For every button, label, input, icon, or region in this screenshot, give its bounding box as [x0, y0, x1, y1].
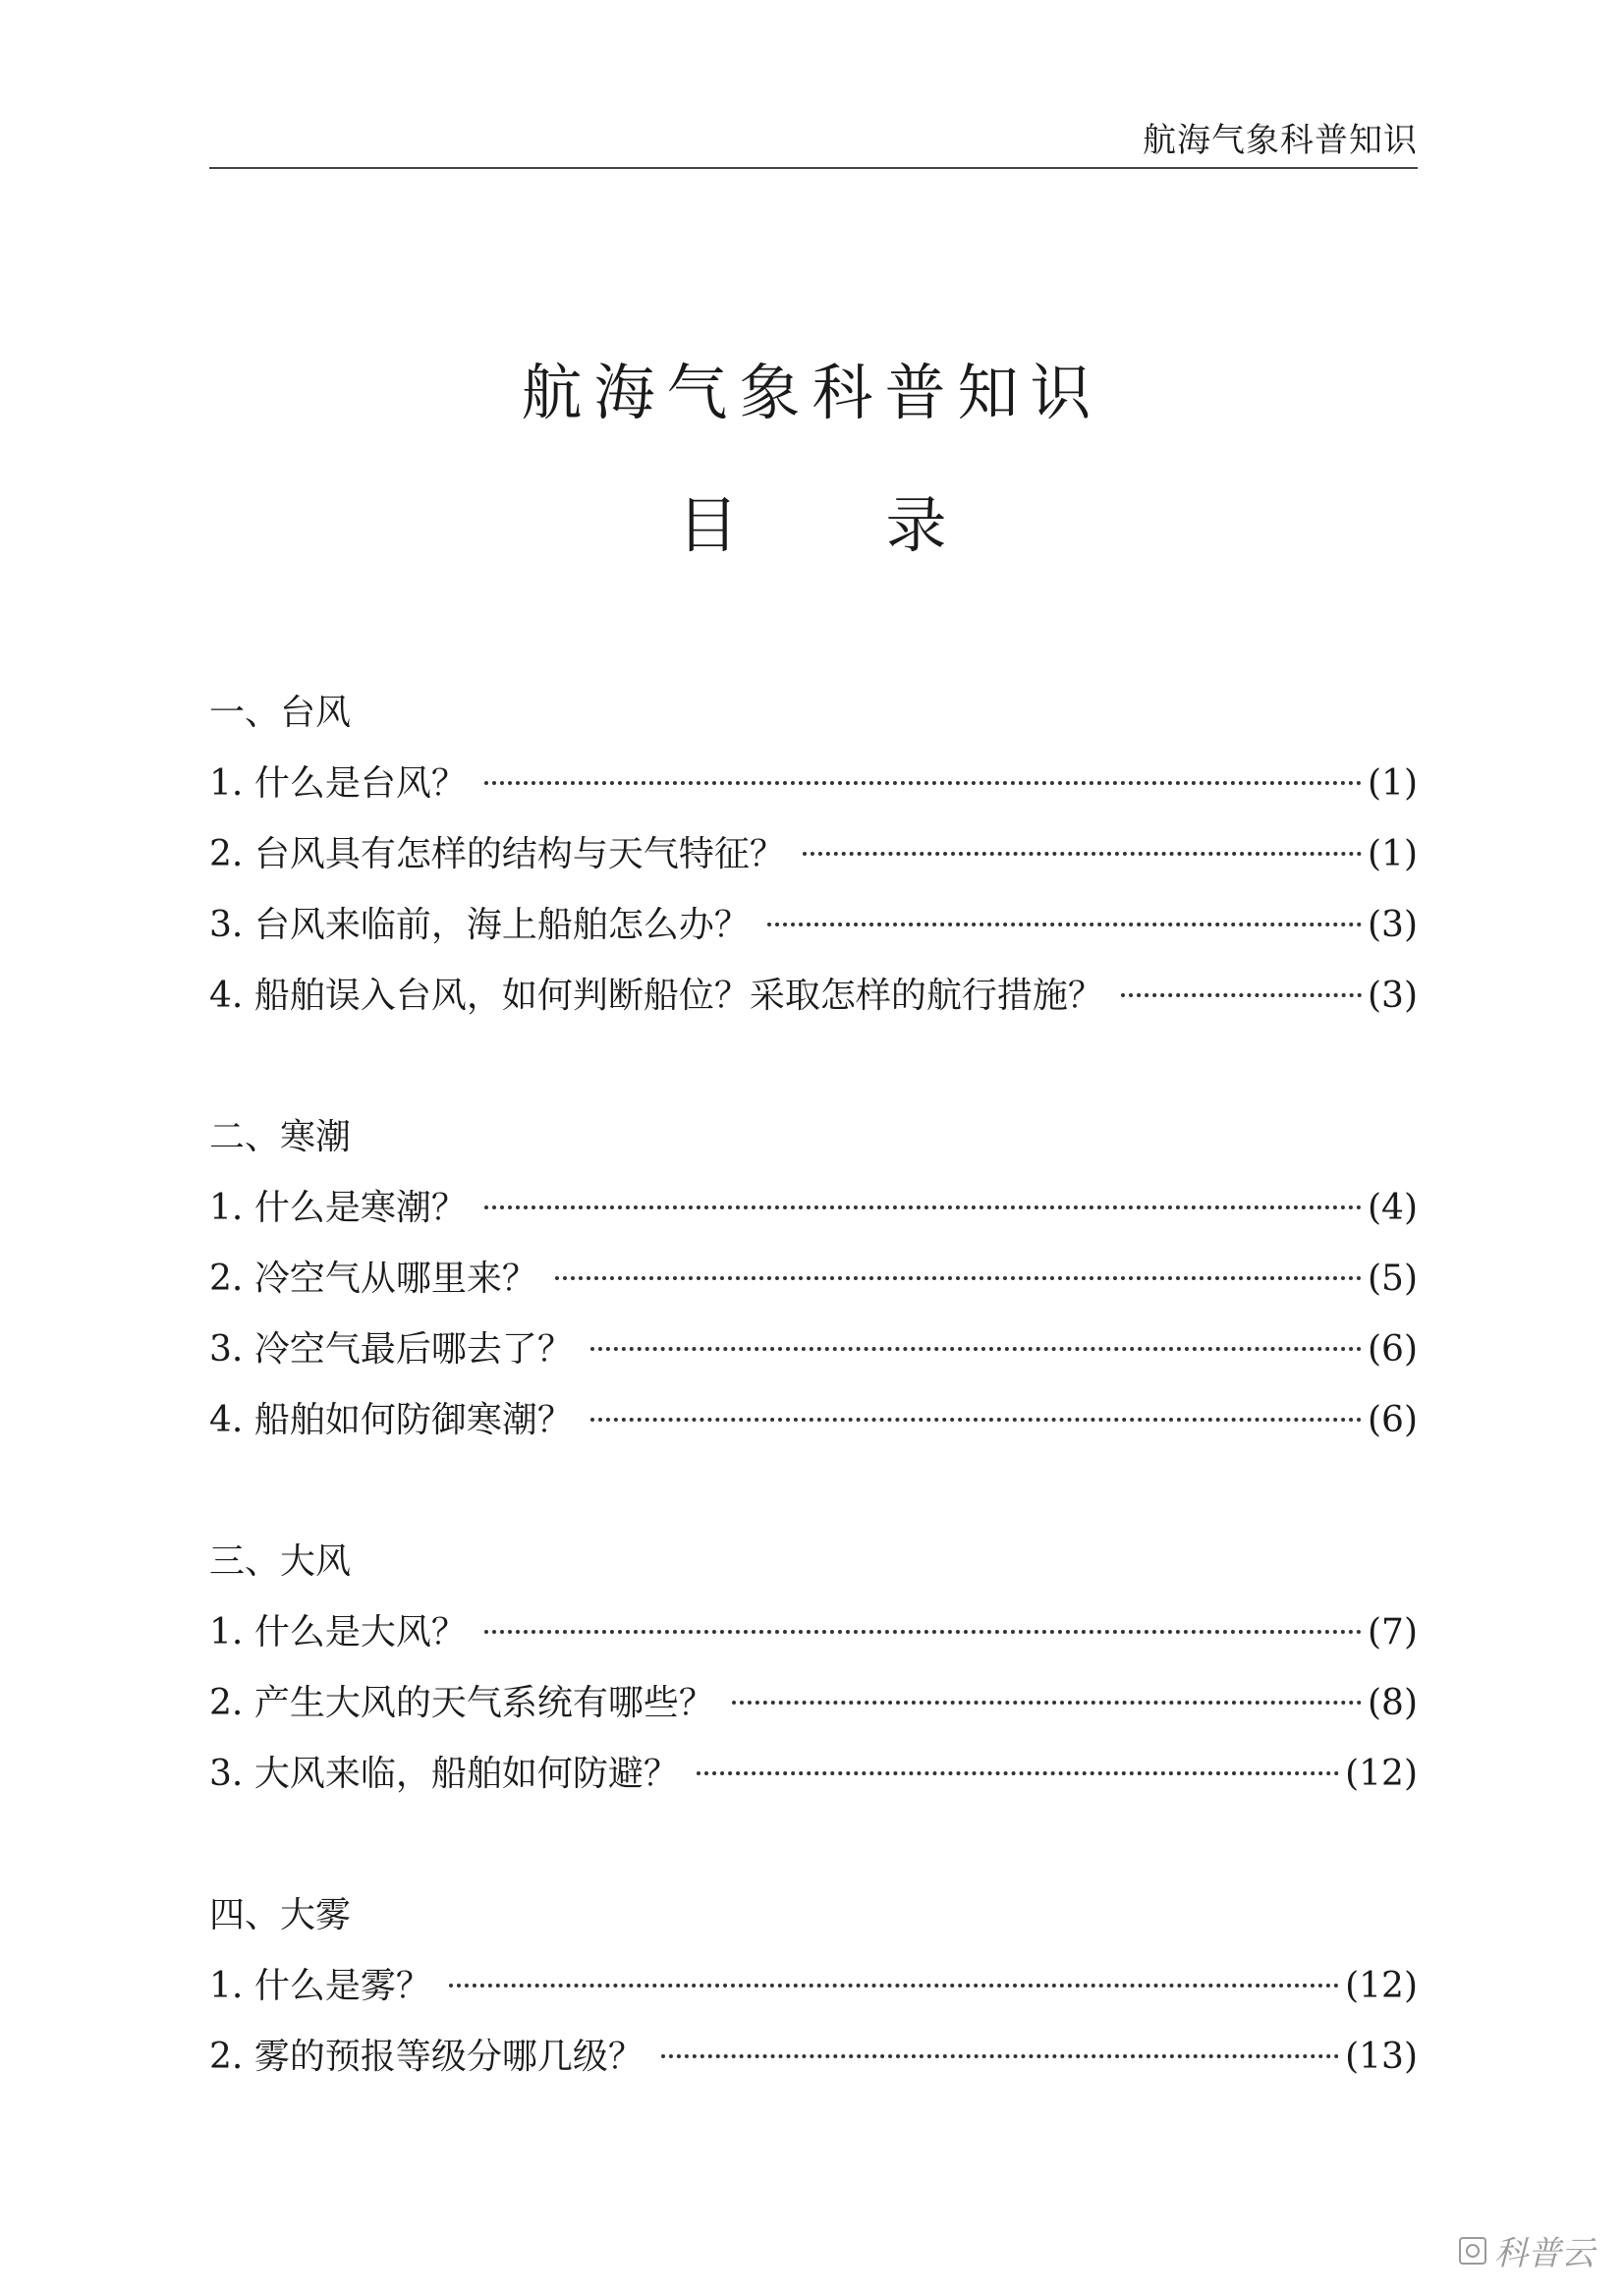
toc-section-gale — [209, 1527, 1418, 1810]
toc-section-cold-wave — [209, 1102, 1418, 1456]
dot-leader — [484, 1205, 1362, 1209]
toc-section-typhoon — [209, 678, 1418, 1032]
entry-number: 2. — [209, 834, 244, 874]
entry-text: 船舶如何防御寒潮？ — [253, 1400, 573, 1440]
entry-text: 什么是雾？ — [253, 1966, 431, 2006]
entry-text: 产生大风的天气系统有哪些？ — [253, 1683, 714, 1723]
entry-page: (12) — [1345, 1966, 1418, 2006]
entry-number: 4. — [209, 1400, 244, 1440]
dot-leader — [661, 2054, 1339, 2058]
running-header: 航海气象科普知识 — [1143, 121, 1418, 160]
entry-number: 2. — [209, 2037, 244, 2077]
dot-leader — [767, 923, 1362, 926]
dot-leader — [590, 1347, 1362, 1351]
toc-section-fog — [209, 1880, 1418, 2093]
entry-page: (1) — [1368, 834, 1418, 874]
kepuyun-logo-icon — [1459, 2237, 1486, 2265]
entry-number: 1. — [209, 1188, 244, 1228]
toc-entry[interactable] — [209, 1385, 1418, 1456]
dot-leader — [590, 1418, 1362, 1422]
entry-text: 什么是大风？ — [253, 1612, 467, 1652]
dot-leader — [732, 1701, 1362, 1705]
entry-number: 3. — [209, 1329, 244, 1370]
dot-leader — [697, 1771, 1339, 1775]
entry-page: (7) — [1368, 1612, 1418, 1652]
toc-entry[interactable] — [209, 1739, 1418, 1810]
entry-page: (1) — [1368, 763, 1418, 804]
entry-number: 1. — [209, 1612, 244, 1652]
section-title: 一、台风 — [209, 693, 352, 733]
entry-text: 雾的预报等级分哪几级？ — [253, 2037, 644, 2077]
toc-entry[interactable] — [209, 1173, 1418, 1244]
entry-page: (6) — [1368, 1400, 1418, 1440]
header-rule — [209, 167, 1418, 169]
entry-page: (3) — [1368, 905, 1418, 945]
toc-entry[interactable] — [209, 1668, 1418, 1739]
document-title: 航海气象科普知识 — [521, 357, 1103, 428]
entry-text: 什么是台风？ — [253, 763, 467, 804]
toc-entry[interactable] — [209, 961, 1418, 1032]
entry-page: (4) — [1368, 1188, 1418, 1228]
toc-entry[interactable] — [209, 1597, 1418, 1668]
entry-number: 4. — [209, 976, 244, 1016]
entry-number: 2. — [209, 1683, 244, 1723]
entry-text: 大风来临，船舶如何防避？ — [253, 1754, 679, 1794]
dot-leader — [1121, 993, 1362, 997]
entry-text: 船舶误入台风，如何判断船位？采取怎样的航行措施？ — [253, 976, 1103, 1016]
entry-text: 台风具有怎样的结构与天气特征？ — [253, 834, 785, 874]
entry-text: 冷空气最后哪去了？ — [253, 1329, 573, 1370]
entry-number: 2. — [209, 1259, 244, 1299]
entry-page: (12) — [1345, 1754, 1418, 1794]
entry-text: 冷空气从哪里来？ — [253, 1259, 537, 1299]
watermark — [1459, 2226, 1595, 2274]
section-title: 二、寒潮 — [209, 1117, 352, 1157]
toc-entry[interactable] — [209, 1244, 1418, 1315]
entry-number: 1. — [209, 1966, 244, 2006]
entry-page: (3) — [1368, 976, 1418, 1016]
entry-page: (8) — [1368, 1683, 1418, 1723]
toc-heading: 目录 — [677, 489, 1094, 561]
dot-leader — [484, 1630, 1362, 1634]
entry-page: (6) — [1368, 1329, 1418, 1370]
toc-entry[interactable] — [209, 1315, 1418, 1385]
entry-page: (5) — [1368, 1259, 1418, 1299]
table-of-contents — [209, 678, 1418, 2163]
toc-entry[interactable] — [209, 890, 1418, 961]
entry-number: 1. — [209, 763, 244, 804]
entry-number: 3. — [209, 905, 244, 945]
entry-number: 3. — [209, 1754, 244, 1794]
toc-entry[interactable] — [209, 749, 1418, 819]
dot-leader — [803, 852, 1362, 856]
toc-entry[interactable] — [209, 2022, 1418, 2093]
section-title: 四、大雾 — [209, 1895, 352, 1935]
dot-leader — [484, 781, 1362, 785]
toc-entry[interactable] — [209, 1951, 1418, 2022]
entry-page: (13) — [1345, 2037, 1418, 2077]
watermark-text: 科普云 — [1494, 2234, 1595, 2273]
entry-text: 什么是寒潮？ — [253, 1188, 467, 1228]
dot-leader — [555, 1276, 1362, 1280]
dot-leader — [449, 1984, 1339, 1988]
section-title: 三、大风 — [209, 1541, 352, 1582]
entry-text: 台风来临前，海上船舶怎么办？ — [253, 905, 750, 945]
toc-entry[interactable] — [209, 819, 1418, 890]
